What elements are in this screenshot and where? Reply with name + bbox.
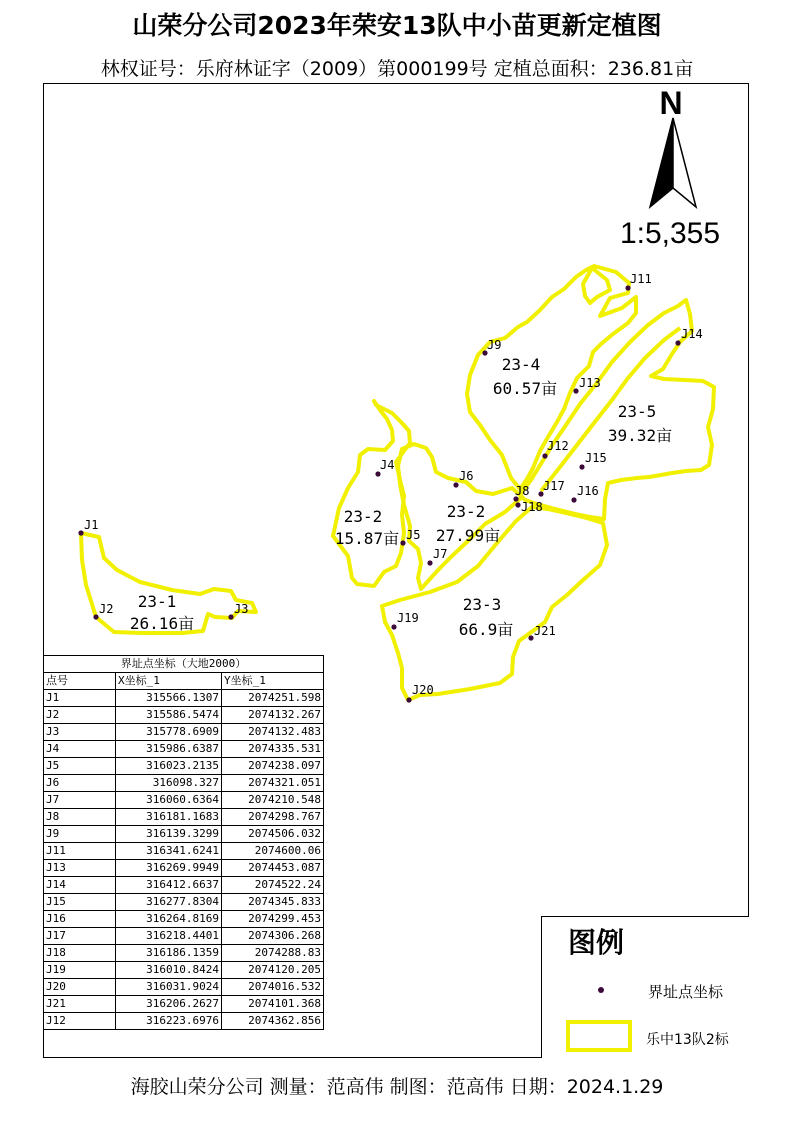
survey-point-j19 [391,624,396,629]
legend-area-symbol [566,1020,632,1052]
parcel-label-23-4-area: 60.57亩 [492,379,558,398]
table-row [44,690,324,707]
cell-point: J12 [44,1013,116,1030]
cell-point: J15 [44,894,116,911]
parcel-label-23-2-right-area: 27.99亩 [435,526,501,545]
cell-point: J8 [44,809,116,826]
table-row [44,758,324,775]
cell-y: 2074210.548 [222,792,324,809]
cell-y: 2074288.83 [222,945,324,962]
cell-x: 315566.1307 [116,690,222,707]
point-label-j4: J4 [380,458,395,472]
cell-x: 316277.8304 [116,894,222,911]
table-row [44,741,324,758]
survey-point-j13 [573,388,578,393]
cell-x: 316010.8424 [116,962,222,979]
table-row [44,979,324,996]
table-row [44,707,324,724]
parcel-label-23-4-name: 23-4 [501,355,541,374]
survey-point-j15 [579,464,584,469]
point-label-j19: J19 [397,611,419,625]
cell-y: 2074298.767 [222,809,324,826]
point-label-j5: J5 [406,528,421,542]
table-row [44,894,324,911]
cell-point: J17 [44,928,116,945]
legend-title: 图例 [568,926,625,959]
point-label-j9: J9 [487,338,502,352]
survey-point-j7 [427,560,432,565]
cell-x: 316060.6364 [116,792,222,809]
point-label-j13: J13 [579,376,601,390]
parcel-label-23-2-right-name: 23-2 [446,502,486,521]
table-row [44,792,324,809]
cell-point: J5 [44,758,116,775]
table-row [44,826,324,843]
cell-y: 2074453.087 [222,860,324,877]
point-label-j15: J15 [585,451,607,465]
table-row [44,843,324,860]
cell-point: J18 [44,945,116,962]
cell-y: 2074251.598 [222,690,324,707]
cell-x: 316264.8169 [116,911,222,928]
parcel-label-23-3-area: 66.9亩 [458,620,514,639]
cell-x: 316412.6637 [116,877,222,894]
cell-y: 2074101.368 [222,996,324,1013]
point-label-j14: J14 [681,327,703,341]
cell-y: 2074321.051 [222,775,324,792]
cell-y: 2074132.483 [222,724,324,741]
cell-y: 2074335.531 [222,741,324,758]
map-title: 山荣分公司2023年荣安13队中小苗更新定植图 [132,11,662,40]
cell-point: J21 [44,996,116,1013]
cell-point: J7 [44,792,116,809]
point-label-j16: J16 [577,484,599,498]
point-label-j21: J21 [534,624,556,638]
cell-x: 315586.5474 [116,707,222,724]
survey-point-j21 [528,635,533,640]
survey-point-j4 [375,471,380,476]
survey-point-j20 [406,697,411,702]
point-label-j3: J3 [234,602,249,616]
point-label-j11: J11 [630,272,652,286]
parcel-23-2-left-outline [333,401,410,586]
point-label-j12: J12 [547,439,569,453]
parcel-label-23-2-left-name: 23-2 [343,507,383,526]
cell-point: J16 [44,911,116,928]
table-row [44,911,324,928]
survey-point-j5 [400,540,405,545]
point-label-j1: J1 [84,518,99,532]
north-label: N [659,85,683,121]
cell-x: 316098.327 [116,775,222,792]
legend-area-label: 乐中13队2标 [646,1032,729,1048]
point-label-j7: J7 [433,547,448,561]
survey-point-j16 [571,497,576,502]
cell-y: 2074362.856 [222,1013,324,1030]
cell-x: 316031.9024 [116,979,222,996]
coordinate-table [43,655,324,1030]
table-row [44,945,324,962]
cell-x: 316139.3299 [116,826,222,843]
table-row [44,962,324,979]
cell-point: J11 [44,843,116,860]
cell-y: 2074132.267 [222,707,324,724]
coordinate-table-caption: 界址点坐标（大地2000） [44,656,324,673]
table-row [44,996,324,1013]
cell-x: 315986.6387 [116,741,222,758]
survey-point-j14 [675,340,680,345]
map-footer: 海胶山荣分公司 测量：范高伟 制图：范高伟 日期：2024.1.29 [130,1076,664,1098]
survey-point-j6 [453,482,458,487]
north-arrow-icon [650,85,696,207]
table-row [44,724,324,741]
parcel-label-23-1-area: 26.16亩 [129,614,195,633]
table-row [44,860,324,877]
survey-point-j1 [78,530,83,535]
cell-x: 316181.1683 [116,809,222,826]
cell-x: 316186.1359 [116,945,222,962]
cell-point: J3 [44,724,116,741]
survey-point-j2 [93,614,98,619]
cell-point: J13 [44,860,116,877]
table-row [44,809,324,826]
parcel-label-23-2-left-area: 15.87亩 [334,529,400,548]
cell-point: J14 [44,877,116,894]
cell-y: 2074600.06 [222,843,324,860]
point-label-j6: J6 [459,469,474,483]
cell-x: 316206.2627 [116,996,222,1013]
cell-y: 2074299.453 [222,911,324,928]
parcel-23-4-outline [467,266,636,489]
parcel-label-23-1-name: 23-1 [137,592,177,611]
point-label-j8: J8 [515,484,530,498]
point-label-j2: J2 [99,602,114,616]
map-subtitle: 林权证号：乐府林证字（2009）第000199号 定植总面积：236.81亩 [100,58,694,80]
point-label-j20: J20 [412,683,434,697]
survey-point-j11 [625,285,630,290]
table-row [44,928,324,945]
cell-y: 2074238.097 [222,758,324,775]
cell-point: J2 [44,707,116,724]
cell-x: 316341.6241 [116,843,222,860]
cell-point: J19 [44,962,116,979]
cell-x: 315778.6909 [116,724,222,741]
cell-y: 2074506.032 [222,826,324,843]
cell-point: J6 [44,775,116,792]
cell-point: J9 [44,826,116,843]
parcel-label-23-5-area: 39.32亩 [607,426,673,445]
table-row [44,1013,324,1030]
survey-point-j3 [228,614,233,619]
cell-point: J4 [44,741,116,758]
cell-x: 316218.4401 [116,928,222,945]
survey-point-j18 [515,502,520,507]
cell-x: 316269.9949 [116,860,222,877]
cell-y: 2074016.532 [222,979,324,996]
point-label-j18: J18 [521,500,543,514]
table-row [44,775,324,792]
parcel-label-23-3-name: 23-3 [462,595,502,614]
cell-y: 2074345.833 [222,894,324,911]
cell-x: 316223.6976 [116,1013,222,1030]
legend-point-symbol [598,987,604,993]
cell-point: J1 [44,690,116,707]
cell-point: J20 [44,979,116,996]
column-header-point: 点号 [44,673,116,690]
column-header-x: X坐标_1 [116,673,222,690]
legend-point-label: 界址点坐标 [648,983,724,1001]
column-header-y: Y坐标_1 [222,673,324,690]
cell-y: 2074522.24 [222,877,324,894]
cell-x: 316023.2135 [116,758,222,775]
scale-label: 1:5,355 [619,217,721,250]
legend [541,916,749,1058]
survey-point-j12 [542,453,547,458]
parcel-label-23-5-name: 23-5 [617,402,657,421]
table-row [44,877,324,894]
point-label-j17: J17 [543,479,565,493]
cell-y: 2074120.205 [222,962,324,979]
cell-y: 2074306.268 [222,928,324,945]
